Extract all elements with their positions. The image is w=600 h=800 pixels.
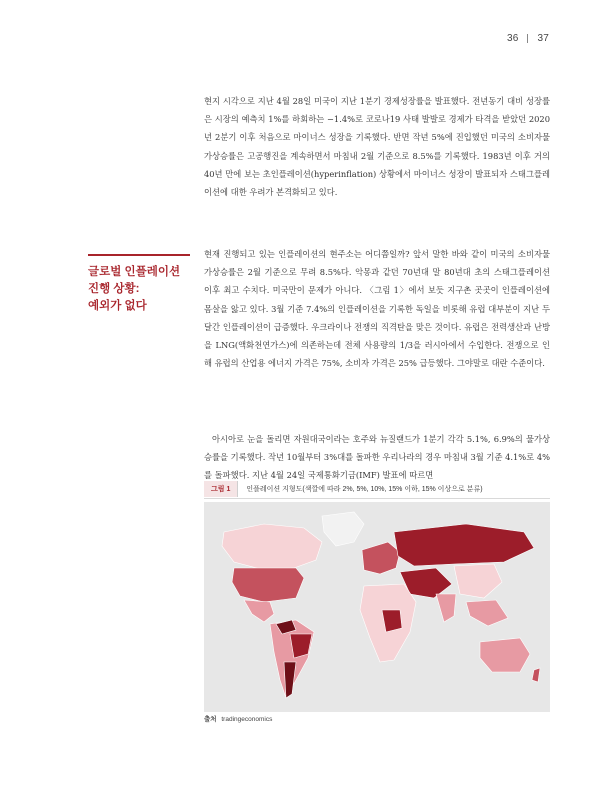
- body-paragraph-2: [204, 245, 550, 372]
- source-label: 출처: [204, 716, 217, 723]
- sidebar-heading: 글로벌 인플레이션 진행 상황: 예외가 없다: [88, 266, 181, 312]
- map-canada: [222, 524, 322, 570]
- map-australia: [480, 638, 530, 672]
- page-numbers: [507, 33, 549, 44]
- figure-source: [204, 714, 272, 723]
- paragraph-text: 아시아로 눈을 돌리면 자원대국이라는 호주와 뉴질랜드가 1분기 각각 5.1%, 6.9%의 물가상승률을 기록했다. 작년 10월부터 3%대를 돌파한 우리나라의 경우 마침내 3월 기준 4.1%로 4%를 돌파했다. 지난 4월 24일 국제통화기금(IMF) 발표에 따르면: [204, 434, 550, 481]
- sidebar-rule: [88, 254, 190, 256]
- world-map-graphic: [204, 502, 550, 712]
- figure-1: [204, 480, 550, 712]
- map-usa: [232, 568, 304, 602]
- figure-caption: 인플레이션 지형도(색깔에 따라 2%, 5%, 10%, 15% 이하, 15% 이상으로 분류): [246, 486, 483, 493]
- inflation-world-map: [204, 502, 550, 712]
- page-number-right: 37: [537, 33, 549, 44]
- figure-caption-bar: [204, 480, 550, 499]
- body-paragraph-1: [204, 92, 550, 201]
- page-number-divider: [527, 34, 528, 43]
- figure-label: 그림 1: [204, 481, 238, 497]
- source-text: tradingeconomics: [221, 716, 273, 723]
- paragraph-text: 현재 진행되고 있는 인플레이션의 현주소는 어디쯤일까? 앞서 말한 바와 같이 미국의 소비자물가상승률은 2월 기준으로 무려 8.5%다. 악몽과 같던 70년대 말 80년대 초의 스태그플레이션 이후 최고 수치다. 미국만이 문제가 아니다. 〈그림 1〉에서 보듯 지구촌 곳곳이 인플레이션에 몸살을 앓고 있다. 3월 기준 7.4%의 인플레이션을 기록한 독일을 비롯해 유럽 대부분이 지난 두 달간 인플레이션이 급증했다. 우크라이나 전쟁의 직격탄을 맞은 것이다. 유럽은 전력생산과 난방을 LNG(액화천연가스)에 의존하는데 전체 사용량의 1/3을 러시아에서 수입한다. 전쟁으로 인해 유럽의 산업용 에너지 가격은 75%, 소비자 가격은 25% 급등했다. 그야말로 대란 수준이다.: [204, 249, 550, 369]
- body-paragraph-3: [204, 430, 550, 485]
- paragraph-text: 현지 시각으로 지난 4월 28일 미국이 지난 1분기 경제성장률을 발표했다. 전년동기 대비 성장률은 시장의 예측치 1%를 하회하는 −1.4%로 코로나19 사태 발발로 경제가 타격을 받았던 2020년 2분기 이후 처음으로 마이너스 성장을 기록했다. 반면 작년 5%에 진입했던 미국의 소비자물가상승률은 고공행진을 계속하면서 마침내 2월 기준으로 8.5%를 기록했다. 1983년 이후 거의 40년 만에 보는 초인플레이션(hyperinflation) 상황에서 마이너스 성장이 발표되자 스태그플레이션에 대한 우려가 본격화되고 있다.: [204, 96, 550, 198]
- page-number-left: 36: [506, 33, 519, 44]
